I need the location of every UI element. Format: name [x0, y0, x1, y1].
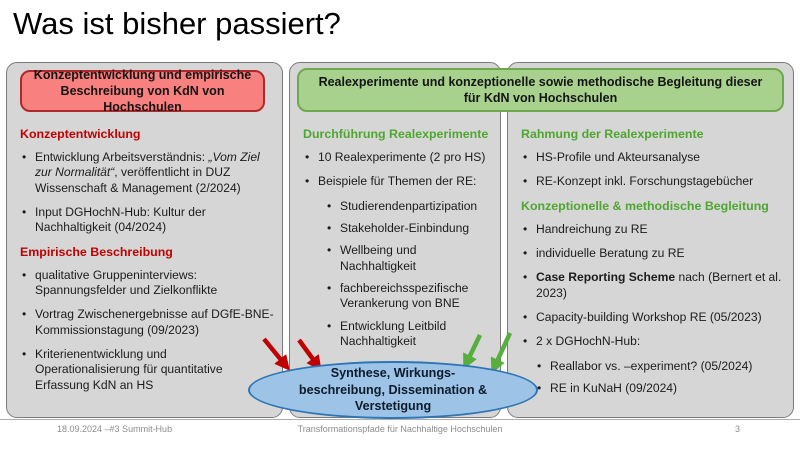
- panel-concept-development: [6, 62, 283, 418]
- realexperimente-bullet-list: [303, 150, 492, 190]
- panel-begleitung: [507, 62, 794, 418]
- list-item: • Entwicklung Leitbild Nachhaltigkeit: [325, 319, 492, 350]
- list-item: • 2 x DGHochN-Hub:: [521, 334, 785, 349]
- list-item: • Beispiele für Themen der RE:: [303, 174, 492, 189]
- re-themen-sublist: [325, 199, 492, 350]
- header-box-realexperimente: [297, 68, 784, 112]
- list-item: • Wellbeing und Nachhaltigkeit: [325, 243, 492, 274]
- list-item: • fachbereichsspezifische Verankerung von BNE: [325, 281, 492, 312]
- rahmung-bullet-list: [521, 150, 785, 190]
- list-item: • Input DGHochN-Hub: Kultur der Nachhaltigkeit (04/2024): [20, 205, 274, 236]
- list-item: • Handreichung zu RE: [521, 222, 785, 237]
- heading-rahmung-realexperimente: Rahmung der Realexperimente: [521, 127, 704, 141]
- footer-date: 18.09.2024 –#3 Summit-Hub: [57, 424, 173, 434]
- synthesis-line: Synthese, Wirkungs-: [330, 366, 456, 381]
- footer-page-number: 3: [735, 424, 741, 434]
- list-item: • Vortrag Zwischenergebnisse auf DGfE-BNE-Kommissionstagung (09/2023): [20, 307, 274, 338]
- page-title: Was ist bisher passiert?: [13, 6, 341, 41]
- footer-project-title: Transformationspfade für Nachhaltige Hochschulen: [297, 424, 503, 434]
- list-item: • RE in KuNaH (09/2024): [535, 381, 785, 396]
- panel-begleitung-content: [508, 63, 793, 396]
- synthesis-line: beschreibung, Dissemination &: [298, 382, 488, 397]
- list-item: • Kriterienentwicklung und Operationalisierung für quantitative Erfassung KdN an HS: [20, 347, 274, 393]
- list-item: • Reallabor vs. –experiment? (05/2024): [535, 359, 785, 374]
- heading-empirische-beschreibung: Empirische Beschreibung: [20, 244, 173, 259]
- list-item: [521, 270, 785, 301]
- synthesis-line: Verstetigung: [354, 399, 432, 414]
- bullet-text-italic: „Vom Ziel zur Normalität“: [35, 150, 260, 180]
- empirical-bullet-list: [20, 268, 274, 393]
- concept-bullet-list: [20, 150, 274, 236]
- heading-konzeptentwicklung: Konzeptentwicklung: [20, 127, 141, 141]
- bullet-text-bold: Case Reporting Scheme: [536, 270, 676, 285]
- dghochn-hub-sublist: [535, 359, 785, 397]
- synthesis-ellipse: [248, 361, 538, 419]
- list-item: • individuelle Beratung zu RE: [521, 246, 785, 261]
- list-item: • RE-Konzept inkl. Forschungstagebücher: [521, 174, 785, 189]
- list-item: • Studierendenpartizipation: [325, 199, 492, 214]
- header-box-concept-label: Konzeptentwicklung und empirische Beschreibung von KdN von Hochschulen: [33, 67, 252, 115]
- list-item: • Capacity-building Workshop RE (05/2023): [521, 310, 785, 325]
- bullet-text: , veröffentlicht in DUZ Wissenschaft & Management (2/2024): [35, 165, 241, 195]
- footer-divider: [0, 419, 800, 420]
- heading-konzeptionelle-begleitung: Konzeptionelle & methodische Begleitung: [521, 198, 769, 213]
- list-item: [20, 150, 274, 196]
- bullet-text: nach (Bernert et al. 2023): [536, 270, 782, 300]
- header-box-realexperimente-label: Realexperimente und konzeptionelle sowie methodische Begleitung dieser für KdN von Hochschulen: [318, 74, 763, 105]
- header-box-concept: [20, 67, 265, 115]
- list-item: • HS-Profile und Akteursanalyse: [521, 150, 785, 165]
- heading-durchfuehrung-realexperimente: Durchführung Realexperimente: [303, 127, 489, 141]
- begleitung-bullet-list: [521, 222, 785, 350]
- list-item: • qualitative Gruppeninterviews: Spannungsfelder und Zielkonflikte: [20, 268, 274, 299]
- list-item: • Stakeholder-Einbindung: [325, 221, 492, 236]
- bullet-text: Entwicklung Arbeitsverständnis:: [35, 150, 209, 164]
- list-item: • 10 Realexperimente (2 pro HS): [303, 150, 492, 165]
